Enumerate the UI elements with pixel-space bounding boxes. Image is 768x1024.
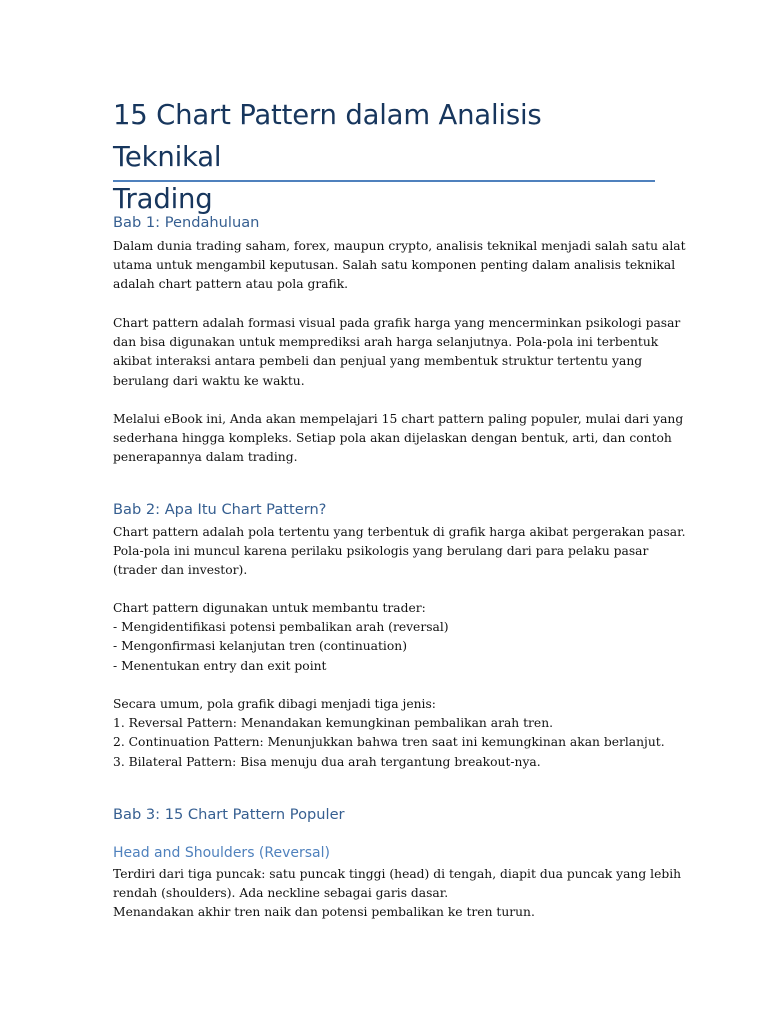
text-line: rendah (shoulders). Ada neckline sebagai garis dasar.	[113, 886, 449, 901]
document-title-line: 15 Chart Pattern dalam Analisis Teknikal	[113, 99, 542, 173]
list-item: - Mengidentifikasi potensi pembalikan arah (reversal)	[113, 620, 449, 635]
bab2-paragraph-2	[113, 599, 658, 676]
head-and-shoulders-heading: Head and Shoulders (Reversal)	[113, 845, 330, 861]
head-and-shoulders-paragraph	[113, 865, 682, 923]
text-line: Dalam dunia trading saham, forex, maupun crypto, analisis teknikal menjadi salah satu alat	[113, 239, 686, 253]
document-title	[113, 94, 658, 220]
text-line: penerapannya dalam trading.	[113, 450, 298, 465]
bab2-paragraph-3	[113, 695, 665, 772]
bab1-paragraph-3	[113, 410, 684, 468]
text-line: Terdiri dari tiga puncak: satu puncak tinggi (head) di tengah, diapit dua puncak yang lebih	[113, 867, 682, 881]
document-title-line: Trading	[113, 183, 213, 215]
bab1-paragraph-1	[113, 237, 686, 295]
text-line: (trader dan investor).	[113, 563, 248, 578]
text-line: Chart pattern adalah formasi visual pada grafik harga yang mencerminkan psikologi pasar	[113, 316, 681, 330]
bab3-heading: Bab 3: 15 Chart Pattern Populer	[113, 806, 345, 823]
list-item: - Menentukan entry dan exit point	[113, 658, 327, 673]
text-line: Chart pattern adalah pola tertentu yang terbentuk di grafik harga akibat pergerakan pasar.	[113, 525, 686, 539]
text-line: adalah chart pattern atau pola grafik.	[113, 277, 349, 292]
bab2-paragraph-1	[113, 523, 686, 581]
text-line: sederhana hingga kompleks. Setiap pola akan dijelaskan dengan bentuk, arti, dan contoh	[113, 431, 672, 446]
bab1-heading: Bab 1: Pendahuluan	[113, 214, 260, 231]
title-underline	[113, 180, 655, 182]
bab1-paragraph-2	[113, 314, 681, 391]
list-item: 1. Reversal Pattern: Menandakan kemungkinan pembalikan arah tren.	[113, 716, 554, 731]
list-item: 3. Bilateral Pattern: Bisa menuju dua arah tergantung breakout-nya.	[113, 754, 541, 769]
list-item: - Mengonfirmasi kelanjutan tren (continuation)	[113, 639, 407, 654]
list-item: 2. Continuation Pattern: Menunjukkan bahwa tren saat ini kemungkinan akan berlanjut.	[113, 735, 665, 750]
text-line: Secara umum, pola grafik dibagi menjadi tiga jenis:	[113, 697, 436, 711]
text-line: berulang dari waktu ke waktu.	[113, 373, 305, 388]
text-line: Menandakan akhir tren naik dan potensi pembalikan ke tren turun.	[113, 905, 535, 920]
text-line: Chart pattern digunakan untuk membantu trader:	[113, 601, 426, 615]
text-line: akibat interaksi antara pembeli dan penjual yang membentuk struktur tertentu yang	[113, 354, 643, 369]
text-line: utama untuk mengambil keputusan. Salah satu komponen penting dalam analisis teknikal	[113, 258, 676, 273]
bab2-heading: Bab 2: Apa Itu Chart Pattern?	[113, 501, 327, 518]
text-line: dan bisa digunakan untuk memprediksi arah harga selanjutnya. Pola-pola ini terbentuk	[113, 335, 659, 350]
text-line: Pola-pola ini muncul karena perilaku psikologis yang berulang dari para pelaku pasar	[113, 544, 649, 559]
text-line: Melalui eBook ini, Anda akan mempelajari 15 chart pattern paling populer, mulai dari yang	[113, 412, 684, 426]
